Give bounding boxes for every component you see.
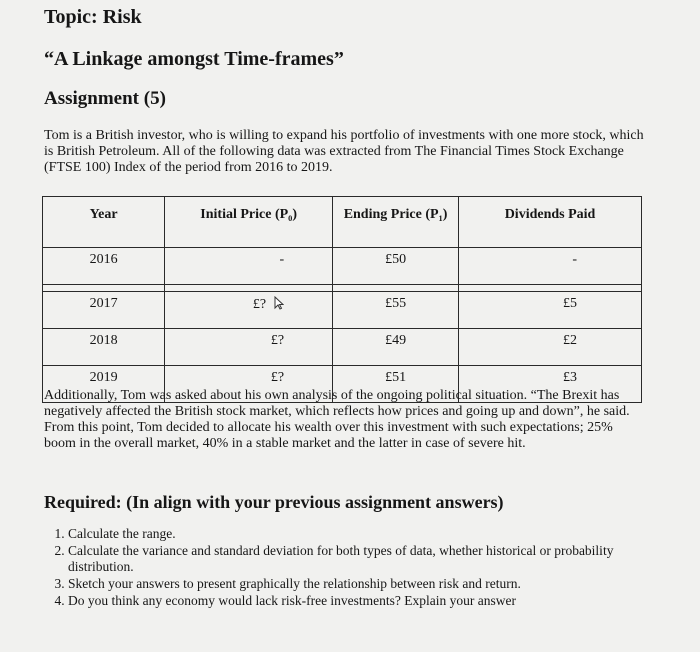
additional-paragraph: Additionally, Tom was asked about his own analysis of the ongoing political situation. “The Brexit has negatively affected the British stock market, which reflects how prices and going up and down”, he said. From this point, Tom decided to allocate his wealth over this investment with such expectations; 25% boom in the overall market, 40% in a stable market and the latter in case of severe hit. (44, 388, 630, 451)
cell-year: 2018 (43, 329, 165, 366)
mouse-cursor-icon (274, 296, 284, 315)
list-item: 1. Calculate the range. (68, 526, 668, 542)
table-row (43, 248, 642, 285)
cell-year: 2019 (43, 366, 165, 403)
cell-initial-price: - (165, 248, 333, 285)
table-row (43, 292, 642, 329)
list-item: 2. Calculate the variance and standard deviation for both types of data, whether historical or probability distribution. (68, 543, 668, 575)
table-header-row (43, 197, 642, 248)
cell-year: 2016 (43, 248, 165, 285)
list-item: 3. Sketch your answers to present graphically the relationship between risk and return. (68, 576, 668, 592)
table-spacer-row (43, 285, 642, 292)
col-header-ending-price: Ending Price (P₁) (333, 197, 459, 248)
assignment-heading: Assignment (5) (44, 88, 166, 109)
cell-initial-price: £? (165, 366, 333, 403)
cell-ending-price: £51 (333, 366, 459, 403)
required-heading: Required: (In align with your previous assignment answers) (44, 492, 504, 512)
cell-initial-price-text: £? (252, 297, 267, 312)
cell-dividend: £2 (459, 329, 642, 366)
col-header-dividends: Dividends Paid (459, 197, 642, 248)
cell-initial-price (165, 292, 333, 329)
intro-paragraph: Tom is a British investor, who is willing to expand his portfolio of investments with one more stock, which is British Petroleum. All of the following data was extracted from The Financial Times Stock Exchange (FTSE 100) Index of the period from 2016 to 2019. (44, 128, 644, 175)
cell-dividend: - (459, 248, 642, 285)
cell-ending-price: £55 (333, 292, 459, 329)
topic-heading: Topic: Risk (44, 6, 142, 28)
list-item: 4. Do you think any economy would lack risk-free investments? Explain your answer (68, 593, 668, 609)
col-header-initial-price: Initial Price (P₀) (165, 197, 333, 248)
required-list (44, 526, 668, 610)
cell-ending-price: £50 (333, 248, 459, 285)
table-row (43, 329, 642, 366)
col-header-year: Year (43, 197, 165, 248)
cell-year: 2017 (43, 292, 165, 329)
cell-dividend: £5 (459, 292, 642, 329)
subtitle-heading: “A Linkage amongst Time-frames” (44, 48, 344, 70)
cell-dividend: £3 (459, 366, 642, 403)
price-table (42, 196, 642, 403)
cell-initial-price: £? (165, 329, 333, 366)
cell-ending-price: £49 (333, 329, 459, 366)
